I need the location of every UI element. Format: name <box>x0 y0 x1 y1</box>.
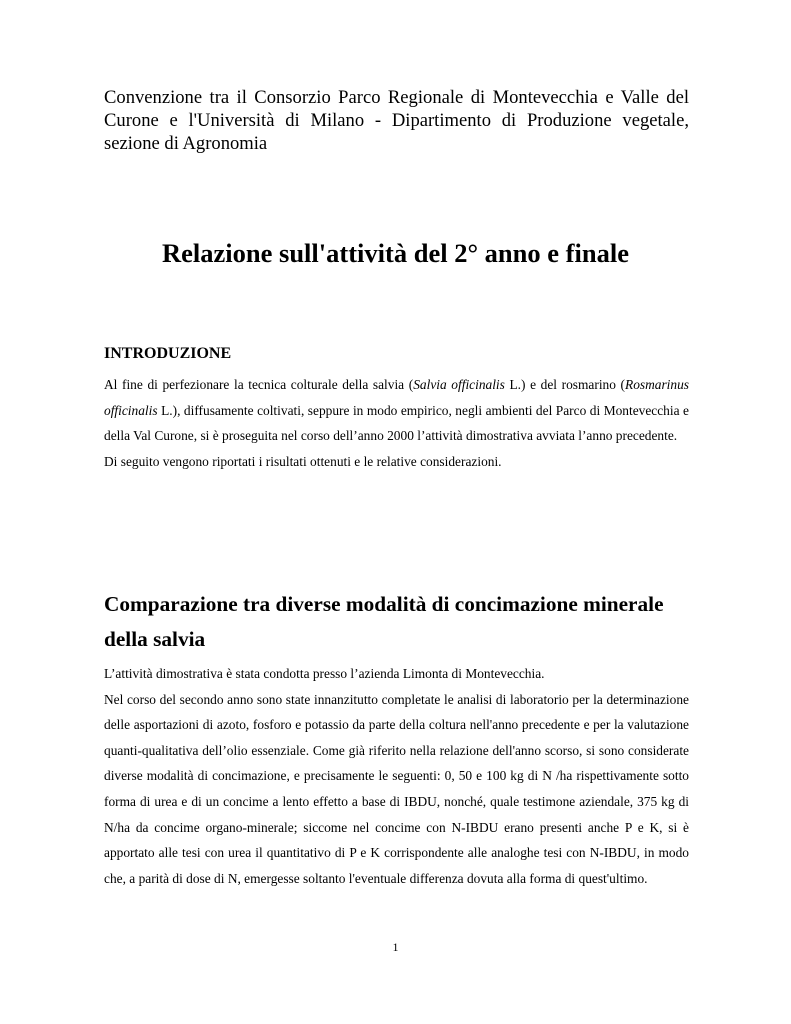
introduction-body <box>104 372 689 474</box>
species-name-salvia: Salvia officinalis <box>413 377 505 392</box>
introduction-paragraph-1 <box>104 372 689 449</box>
section-paragraph-1: L’attività dimostrativa è stata condotta presso l’azienda Limonta di Montevecchia. <box>104 666 545 681</box>
intro-text-segment: L.), diffusamente coltivati, seppure in modo empirico, negli ambienti del Parco di Montevecchia e della Val Curone, si è proseguita nel corso dell’anno 2000 l’attività dimostrativa avviata l’anno precedente. <box>104 402 689 444</box>
intro-text-segment: L.) e del rosmarino ( <box>504 377 626 392</box>
species-name-rosmarinus: Rosmarinus officinalis <box>104 377 690 418</box>
section-body <box>104 661 689 891</box>
introduction-paragraph-2: Di seguito vengono riportati i risultati ottenuti e le relative considerazioni. <box>104 453 502 469</box>
page-number: 1 <box>392 940 399 954</box>
document-title: Relazione sull'attività del 2° anno e finale <box>162 238 629 268</box>
convention-header: Convenzione tra il Consorzio Parco Regionale di Montevecchia e Valle del Curone e l'Università di Milano - Dipartimento di Produzione vegetale, sezione di Agronomia <box>104 87 689 154</box>
section-paragraph-2: Nel corso del secondo anno sono state innanzitutto completate le analisi di laboratorio per la determinazione delle asportazioni di azoto, fosforo e potassio da parte della coltura nell'anno precedente e per la valutazione quanti-qualitativa dell’olio essenziale. Come già riferito nella relazione dell'anno scorso, si sono considerate diverse modalità di concimazione, e precisamente le seguenti: 0, 50 e 100 kg di N /ha rispettivamente sotto forma di urea e di un concime a lento effetto a base di IBDU, nonché, quale testimone aziendale, 375 kg di N/ha da concime organo-minerale; siccome nel concime con N-IBDU erano presenti anche P e K, si è apportato alle tesi con urea il quantitativo di P e K corrispondente alle analoghe tesi con N-IBDU, in modo che, a parità di dose di N, emergesse soltanto l'eventuale differenza dovuta alla forma di quest'ultimo. <box>104 691 689 886</box>
introduction-heading: INTRODUZIONE <box>104 345 232 362</box>
section-heading: Comparazione tra diverse modalità di concimazione minerale della salvia <box>104 592 664 651</box>
intro-text-segment: Al fine di perfezionare la tecnica colturale della salvia ( <box>104 377 414 392</box>
